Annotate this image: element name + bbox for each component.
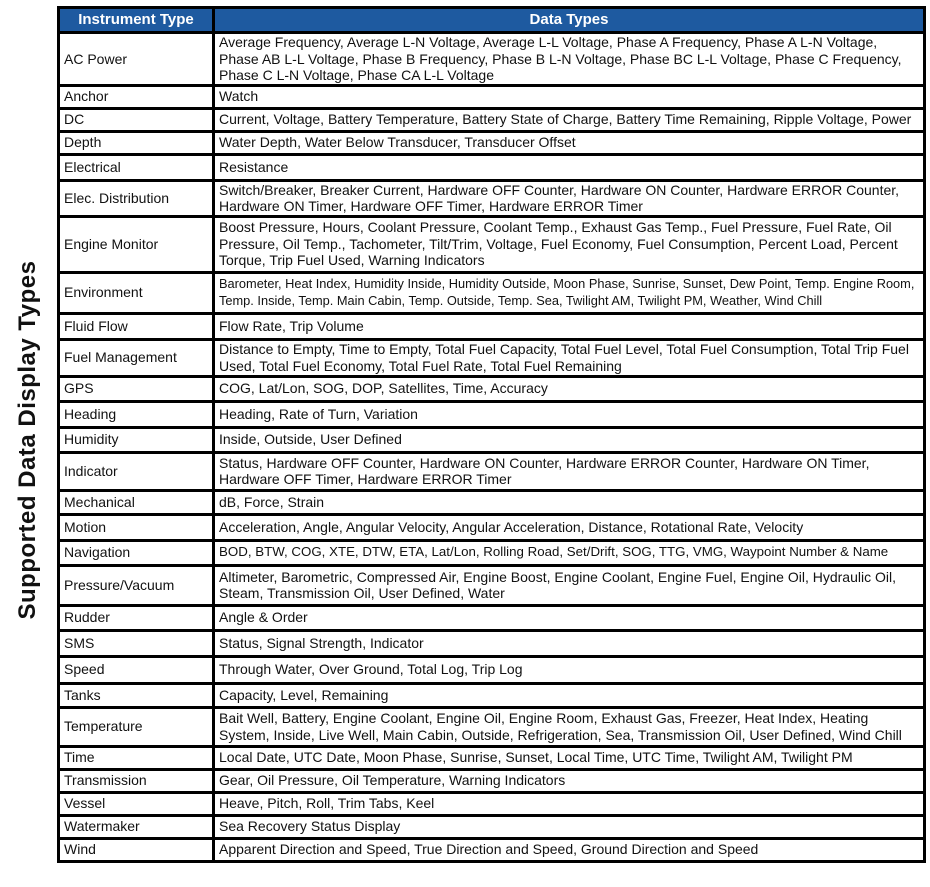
table-row	[59, 180, 925, 216]
table-row	[59, 154, 925, 180]
data-types-cell: Resistance	[214, 154, 925, 180]
instrument-type-cell: Fluid Flow	[59, 313, 214, 339]
header-data-types: Data Types	[214, 8, 925, 33]
data-types-cell: Heave, Pitch, Roll, Trim Tabs, Keel	[214, 792, 925, 815]
table-row	[59, 540, 925, 565]
table-row	[59, 452, 925, 490]
instrument-type-cell: Temperature	[59, 707, 214, 746]
data-types-cell: Flow Rate, Trip Volume	[214, 313, 925, 339]
instrument-type-cell: SMS	[59, 630, 214, 656]
table-header	[59, 8, 925, 33]
instrument-type-cell: Wind	[59, 838, 214, 861]
instrument-type-cell: Depth	[59, 131, 214, 154]
data-types-cell: Local Date, UTC Date, Moon Phase, Sunrise, Sunset, Local Time, UTC Time, Twilight AM, Twilight PM	[214, 746, 925, 769]
data-types-cell: Altimeter, Barometric, Compressed Air, Engine Boost, Engine Coolant, Engine Fuel, Engine Oil, Hydraulic Oil, Steam, Transmission Oil, User Defined, Water	[214, 565, 925, 605]
table-row	[59, 376, 925, 401]
instrument-type-cell: Speed	[59, 656, 214, 683]
instrument-type-cell: AC Power	[59, 33, 214, 86]
data-types-cell: Water Depth, Water Below Transducer, Transducer Offset	[214, 131, 925, 154]
data-types-table	[57, 6, 926, 863]
data-types-cell: Watch	[214, 85, 925, 108]
table-row	[59, 272, 925, 313]
table-row	[59, 815, 925, 838]
table-body	[59, 33, 925, 862]
data-types-cell: Angle & Order	[214, 605, 925, 630]
instrument-type-cell: Rudder	[59, 605, 214, 630]
instrument-type-cell: Environment	[59, 272, 214, 313]
data-types-cell: dB, Force, Strain	[214, 490, 925, 514]
data-types-cell: Capacity, Level, Remaining	[214, 683, 925, 707]
data-types-cell: Distance to Empty, Time to Empty, Total Fuel Capacity, Total Fuel Level, Total Fuel Consumption, Total Trip Fuel Used, Total Fuel Economy, Total Fuel Rate, Total Fuel Remaining	[214, 339, 925, 376]
table-row	[59, 746, 925, 769]
table-row	[59, 131, 925, 154]
table-row	[59, 792, 925, 815]
instrument-type-cell: Time	[59, 746, 214, 769]
table-row	[59, 401, 925, 427]
instrument-type-cell: Watermaker	[59, 815, 214, 838]
data-types-cell: Sea Recovery Status Display	[214, 815, 925, 838]
data-types-cell: Current, Voltage, Battery Temperature, Battery State of Charge, Battery Time Remaining, Ripple Voltage, Power	[214, 108, 925, 131]
instrument-type-cell: Navigation	[59, 540, 214, 565]
instrument-type-cell: Elec. Distribution	[59, 180, 214, 216]
table-row	[59, 85, 925, 108]
data-types-cell: Switch/Breaker, Breaker Current, Hardware OFF Counter, Hardware ON Counter, Hardware ERROR Counter, Hardware ON Timer, Hardware OFF Timer, Hardware ERROR Timer	[214, 180, 925, 216]
side-title: Supported Data Display Types	[14, 260, 41, 620]
table-row	[59, 108, 925, 131]
instrument-type-cell: GPS	[59, 376, 214, 401]
data-types-cell: COG, Lat/Lon, SOG, DOP, Satellites, Time, Accuracy	[214, 376, 925, 401]
table-row	[59, 683, 925, 707]
table-row	[59, 216, 925, 272]
instrument-type-cell: Transmission	[59, 769, 214, 792]
instrument-type-cell: Anchor	[59, 85, 214, 108]
data-types-cell: Status, Hardware OFF Counter, Hardware ON Counter, Hardware ERROR Counter, Hardware ON Timer, Hardware OFF Timer, Hardware ERROR Timer	[214, 452, 925, 490]
table-row	[59, 656, 925, 683]
data-types-cell: Bait Well, Battery, Engine Coolant, Engine Oil, Engine Room, Exhaust Gas, Freezer, Heat Index, Heating System, Inside, Live Well, Main Cabin, Outside, Refrigeration, Sea, Transmission Oil, User Defined, Wind Chill	[214, 707, 925, 746]
instrument-type-cell: Tanks	[59, 683, 214, 707]
instrument-type-cell: Indicator	[59, 452, 214, 490]
instrument-type-cell: Heading	[59, 401, 214, 427]
table-row	[59, 565, 925, 605]
table-row	[59, 33, 925, 86]
data-types-cell: Apparent Direction and Speed, True Direction and Speed, Ground Direction and Speed	[214, 838, 925, 861]
table-row	[59, 769, 925, 792]
instrument-type-cell: Engine Monitor	[59, 216, 214, 272]
table-row	[59, 630, 925, 656]
instrument-type-cell: Pressure/Vacuum	[59, 565, 214, 605]
data-types-cell: BOD, BTW, COG, XTE, DTW, ETA, Lat/Lon, Rolling Road, Set/Drift, SOG, TTG, VMG, Waypoint Number & Name	[214, 540, 925, 565]
table-row	[59, 313, 925, 339]
table-row	[59, 427, 925, 452]
table-row	[59, 838, 925, 861]
header-instrument-type: Instrument Type	[59, 8, 214, 33]
data-types-cell: Acceleration, Angle, Angular Velocity, Angular Acceleration, Distance, Rotational Rate, Velocity	[214, 514, 925, 540]
table-row	[59, 339, 925, 376]
data-types-cell: Boost Pressure, Hours, Coolant Pressure, Coolant Temp., Exhaust Gas Temp., Fuel Pressure, Fuel Rate, Oil Pressure, Oil Temp., Tachometer, Tilt/Trim, Voltage, Fuel Economy, Fuel Consumption, Percent Load, Percent Torque, Trip Fuel Used, Warning Indicators	[214, 216, 925, 272]
table-row	[59, 514, 925, 540]
table-row	[59, 707, 925, 746]
data-types-cell: Through Water, Over Ground, Total Log, Trip Log	[214, 656, 925, 683]
instrument-type-cell: Fuel Management	[59, 339, 214, 376]
instrument-type-cell: Motion	[59, 514, 214, 540]
data-types-cell: Status, Signal Strength, Indicator	[214, 630, 925, 656]
table-row	[59, 490, 925, 514]
instrument-type-cell: Electrical	[59, 154, 214, 180]
data-types-cell: Gear, Oil Pressure, Oil Temperature, Warning Indicators	[214, 769, 925, 792]
instrument-type-cell: Humidity	[59, 427, 214, 452]
table-row	[59, 605, 925, 630]
data-types-cell: Heading, Rate of Turn, Variation	[214, 401, 925, 427]
instrument-type-cell: Vessel	[59, 792, 214, 815]
data-types-cell: Average Frequency, Average L-N Voltage, Average L-L Voltage, Phase A Frequency, Phase A L-N Voltage, Phase AB L-L Voltage, Phase B Frequency, Phase B L-N Voltage, Phase BC L-L Voltage, Phase C Frequency, Phase C L-N Voltage, Phase CA L-L Voltage	[214, 33, 925, 86]
data-types-cell: Inside, Outside, User Defined	[214, 427, 925, 452]
instrument-type-cell: Mechanical	[59, 490, 214, 514]
instrument-type-cell: DC	[59, 108, 214, 131]
data-types-cell: Barometer, Heat Index, Humidity Inside, Humidity Outside, Moon Phase, Sunrise, Sunset, Dew Point, Temp. Engine Room, Temp. Inside, Temp. Main Cabin, Temp. Outside, Temp. Sea, Twilight AM, Twilight PM, Weather, Wind Chill	[214, 272, 925, 313]
